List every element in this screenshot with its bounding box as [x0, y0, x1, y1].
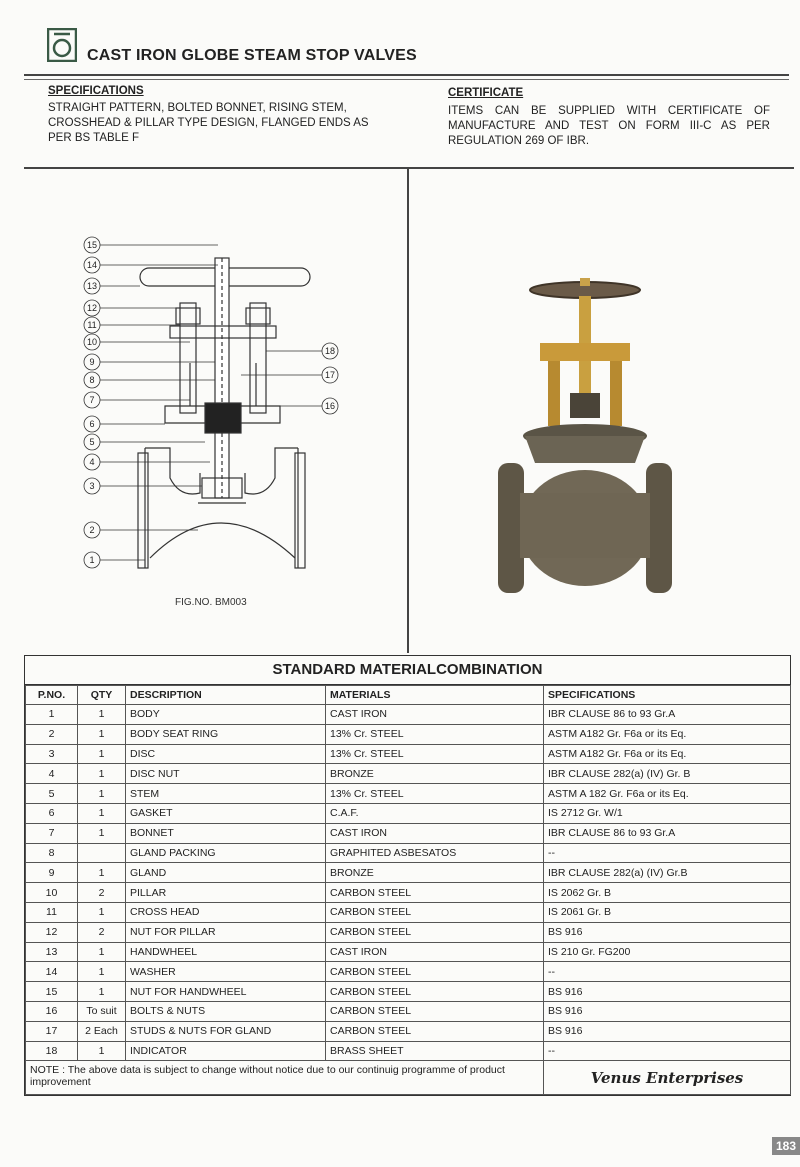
cell-qty: 1	[78, 962, 126, 982]
cell-description: PILLAR	[126, 883, 326, 903]
cell-specification: --	[544, 1041, 791, 1061]
cell-material: CARBON STEEL	[326, 1001, 544, 1021]
cell-material: 13% Cr. STEEL	[326, 724, 544, 744]
cell-pno: 18	[26, 1041, 78, 1061]
table-row	[26, 902, 791, 922]
table-row	[26, 922, 791, 942]
specifications-text: STRAIGHT PATTERN, BOLTED BONNET, RISING STEM, CROSSHEAD & PILLAR TYPE DESIGN, FLANGED ENDS AS PER BS TABLE F	[48, 102, 369, 144]
cell-description: GLAND PACKING	[126, 843, 326, 863]
cell-material: CARBON STEEL	[326, 883, 544, 903]
cell-specification: ASTM A182 Gr. F6a or its Eq.	[544, 744, 791, 764]
cell-description: BOLTS & NUTS	[126, 1001, 326, 1021]
cell-qty: 2	[78, 883, 126, 903]
cell-material: BRASS SHEET	[326, 1041, 544, 1061]
callout-12: 12	[86, 303, 98, 313]
cell-qty: 1	[78, 982, 126, 1002]
callout-15: 15	[86, 240, 98, 250]
callout-17: 17	[324, 370, 336, 380]
cell-description: NUT FOR HANDWHEEL	[126, 982, 326, 1002]
cell-material: CARBON STEEL	[326, 922, 544, 942]
header-qty: QTY	[78, 686, 126, 705]
cell-material: CARBON STEEL	[326, 982, 544, 1002]
cell-material: 13% Cr. STEEL	[326, 744, 544, 764]
cell-pno: 13	[26, 942, 78, 962]
cell-material: BRONZE	[326, 863, 544, 883]
table-row	[26, 883, 791, 903]
cell-qty: 1	[78, 1041, 126, 1061]
table-row	[26, 784, 791, 804]
figure-label: FIG.NO. BM003	[175, 597, 247, 608]
table-row	[26, 1041, 791, 1061]
header-specifications: SPECIFICATIONS	[544, 686, 791, 705]
cell-qty: 1	[78, 764, 126, 784]
cell-description: GASKET	[126, 803, 326, 823]
cell-pno: 4	[26, 764, 78, 784]
table-row	[26, 764, 791, 784]
cell-material: CAST IRON	[326, 823, 544, 843]
cell-specification: IBR CLAUSE 282(a) (IV) Gr.B	[544, 863, 791, 883]
cell-description: DISC	[126, 744, 326, 764]
cell-material: GRAPHITED ASBESATOS	[326, 843, 544, 863]
cell-specification: --	[544, 843, 791, 863]
table-row	[26, 942, 791, 962]
material-table	[24, 655, 791, 1096]
certificate-heading: CERTIFICATE	[448, 87, 524, 99]
cell-qty: 1	[78, 724, 126, 744]
cell-pno: 10	[26, 883, 78, 903]
cell-specification: IBR CLAUSE 86 to 93 Gr.A	[544, 823, 791, 843]
cell-qty: 1	[78, 784, 126, 804]
cell-specification: BS 916	[544, 922, 791, 942]
callout-4: 4	[89, 457, 95, 467]
cell-qty: 1	[78, 942, 126, 962]
cell-specification: IBR CLAUSE 86 to 93 Gr.A	[544, 705, 791, 725]
header-materials: MATERIALS	[326, 686, 544, 705]
page-title: CAST IRON GLOBE STEAM STOP VALVES	[87, 47, 417, 64]
cell-specification: IS 210 Gr. FG200	[544, 942, 791, 962]
cell-pno: 12	[26, 922, 78, 942]
cell-description: BONNET	[126, 823, 326, 843]
cell-material: 13% Cr. STEEL	[326, 784, 544, 804]
specifications-heading: SPECIFICATIONS	[48, 85, 144, 97]
cell-material: BRONZE	[326, 764, 544, 784]
cell-specification: BS 916	[544, 1021, 791, 1041]
callout-14: 14	[86, 260, 98, 270]
table-row	[26, 823, 791, 843]
cell-qty	[78, 843, 126, 863]
cell-description: STEM	[126, 784, 326, 804]
material-table-grid	[25, 685, 791, 1095]
cell-description: INDICATOR	[126, 1041, 326, 1061]
callout-11: 11	[87, 320, 97, 330]
cell-description: CROSS HEAD	[126, 902, 326, 922]
cell-description: WASHER	[126, 962, 326, 982]
table-row	[26, 803, 791, 823]
cell-pno: 2	[26, 724, 78, 744]
table-row	[26, 843, 791, 863]
cell-specification: ASTM A182 Gr. F6a or its Eq.	[544, 724, 791, 744]
cell-pno: 6	[26, 803, 78, 823]
cell-specification: ASTM A 182 Gr. F6a or its Eq.	[544, 784, 791, 804]
cell-material: CARBON STEEL	[326, 1021, 544, 1041]
cell-qty: 1	[78, 823, 126, 843]
page-number: 183	[772, 1137, 800, 1155]
table-row	[26, 1001, 791, 1021]
cell-pno: 5	[26, 784, 78, 804]
cell-description: NUT FOR PILLAR	[126, 922, 326, 942]
note-cell	[26, 1061, 544, 1095]
callout-7: 7	[89, 395, 95, 405]
table-row	[26, 744, 791, 764]
table-row	[26, 962, 791, 982]
callout-13: 13	[86, 281, 98, 291]
cell-qty: To suit	[78, 1001, 126, 1021]
cell-pno: 9	[26, 863, 78, 883]
signature: Venus Enterprises	[544, 1061, 791, 1095]
header-description: DESCRIPTION	[126, 686, 326, 705]
cell-description: BODY	[126, 705, 326, 725]
callout-10: 10	[86, 337, 98, 347]
cell-pno: 1	[26, 705, 78, 725]
cell-material: CAST IRON	[326, 942, 544, 962]
cell-description: DISC NUT	[126, 764, 326, 784]
valve-cross-section-drawing	[70, 228, 370, 588]
note-label: NOTE :	[30, 1064, 66, 1077]
cell-material: CARBON STEEL	[326, 902, 544, 922]
cell-specification: IBR CLAUSE 282(a) (IV) Gr. B	[544, 764, 791, 784]
cell-qty: 1	[78, 863, 126, 883]
cell-description: GLAND	[126, 863, 326, 883]
callout-5: 5	[89, 437, 95, 447]
table-row	[26, 705, 791, 725]
callout-8: 8	[89, 375, 95, 385]
callout-3: 3	[89, 481, 95, 491]
column-divider	[407, 168, 409, 653]
cell-qty: 1	[78, 902, 126, 922]
callout-9: 9	[89, 357, 95, 367]
header-pno: P.NO.	[26, 686, 78, 705]
cell-specification: IS 2712 Gr. W/1	[544, 803, 791, 823]
divider	[24, 74, 789, 76]
cell-pno: 17	[26, 1021, 78, 1041]
cell-specification: IS 2061 Gr. B	[544, 902, 791, 922]
cell-description: HANDWHEEL	[126, 942, 326, 962]
cell-qty: 2	[78, 922, 126, 942]
cell-material: C.A.F.	[326, 803, 544, 823]
divider	[24, 79, 789, 80]
cell-qty: 2 Each	[78, 1021, 126, 1041]
cell-description: STUDS & NUTS FOR GLAND	[126, 1021, 326, 1041]
cell-material: CAST IRON	[326, 705, 544, 725]
cell-qty: 1	[78, 744, 126, 764]
callout-6: 6	[89, 419, 95, 429]
table-row	[26, 982, 791, 1002]
callout-1: 1	[89, 555, 95, 565]
table-header-row	[26, 686, 791, 705]
note-row	[26, 1061, 791, 1095]
certificate-text: ITEMS CAN BE SUPPLIED WITH CERTIFICATE OF MANUFACTURE AND TEST ON FORM III-C AS PER REGULATION 269 OF IBR.	[448, 105, 770, 147]
cell-pno: 7	[26, 823, 78, 843]
cell-pno: 8	[26, 843, 78, 863]
cell-specification: BS 916	[544, 982, 791, 1002]
cell-specification: --	[544, 962, 791, 982]
cell-qty: 1	[78, 803, 126, 823]
cell-pno: 14	[26, 962, 78, 982]
table-row	[26, 863, 791, 883]
leader-logo-icon	[47, 28, 77, 62]
cell-pno: 3	[26, 744, 78, 764]
callout-16: 16	[324, 401, 336, 411]
table-title: STANDARD MATERIALCOMBINATION	[25, 656, 790, 685]
note-text: The above data is subject to change without notice due to our continuig programme of product improvement	[30, 1064, 505, 1089]
table-row	[26, 724, 791, 744]
valve-photo	[490, 268, 680, 603]
cell-material: CARBON STEEL	[326, 962, 544, 982]
cell-pno: 11	[26, 902, 78, 922]
table-row	[26, 1021, 791, 1041]
cell-qty: 1	[78, 705, 126, 725]
cell-pno: 15	[26, 982, 78, 1002]
callout-18: 18	[324, 346, 336, 356]
cell-specification: IS 2062 Gr. B	[544, 883, 791, 903]
cell-description: BODY SEAT RING	[126, 724, 326, 744]
cell-pno: 16	[26, 1001, 78, 1021]
cell-specification: BS 916	[544, 1001, 791, 1021]
divider	[24, 167, 794, 169]
callout-2: 2	[89, 525, 95, 535]
